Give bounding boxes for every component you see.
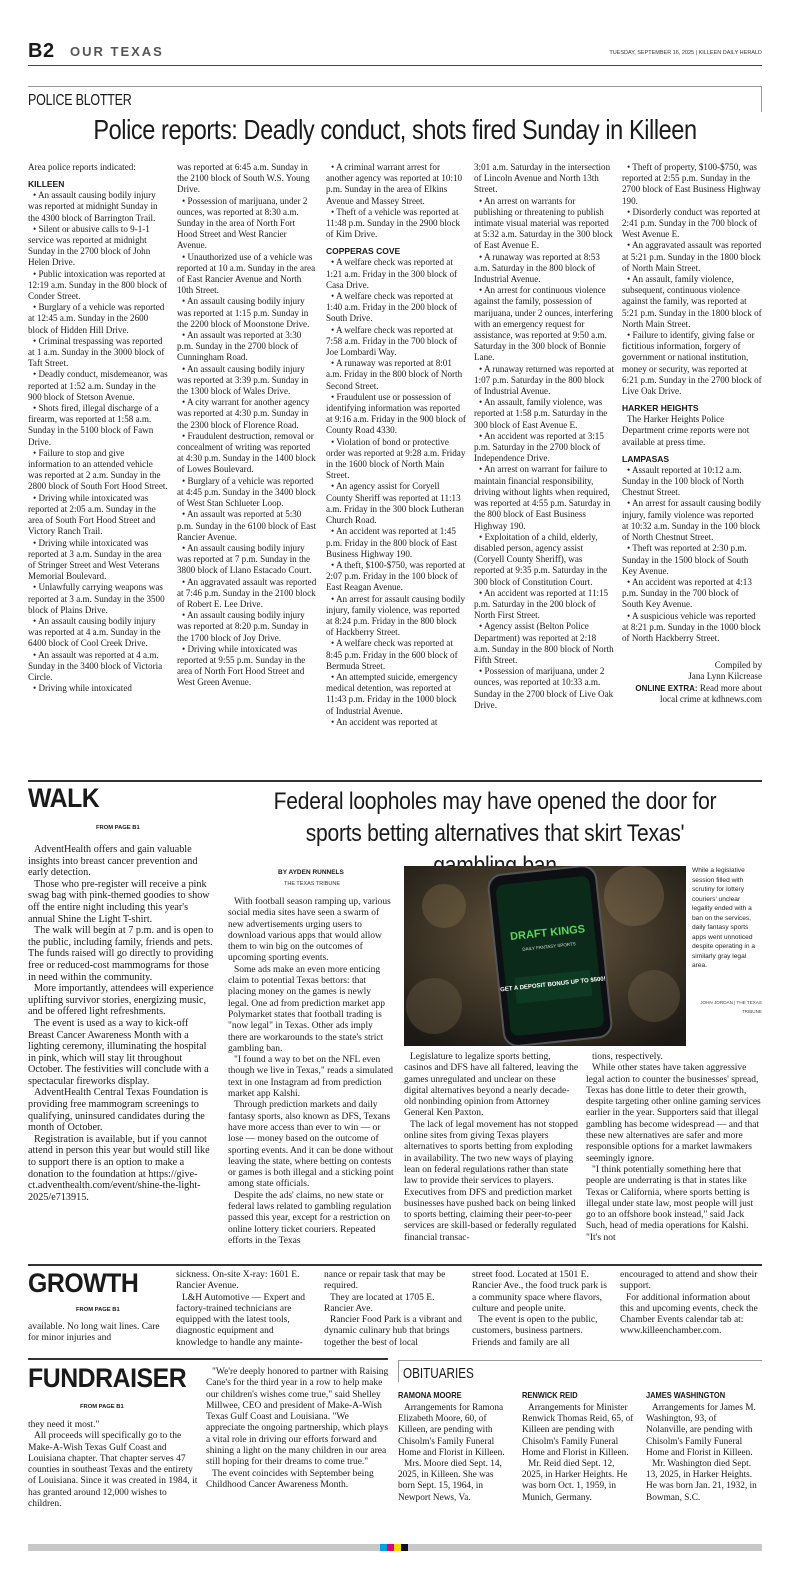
sports-column-1 [228, 897, 394, 1247]
dateline: TUESDAY, SEPTEMBER 16, 2025 | KILLEEN DAILY HERALD [609, 50, 762, 56]
walk-body [28, 844, 214, 1203]
police-report-item: • Theft of property, $100-$750, was reported at 2:55 p.m. Sunday in the 2700 block of East Business Highway 190. [622, 162, 761, 206]
police-report-item: • Exploitation of a child, elderly, disabled person, agency assist (Coryell County Sheriff), was reported at 9:35 p.m. Saturday in the 300 block of Constitution Court. [474, 531, 608, 587]
article-paragraph: L&H Automotive — Expert and factory-trained technicians are equipped with the latest tools, diagnostic equipment and knowledge to handle any mainte- [176, 1292, 305, 1348]
police-report-item: • Driving while intoxicated was reported at 2:05 a.m. Sunday in the area of South Fort Hood Street and Victory Ranch Trail. [28, 492, 156, 537]
police-report-item: • Failure to stop and give information to an attended vehicle was reported at 2 a.m. Sunday in the 2800 block of South Fort Hood Street. [28, 447, 168, 492]
police-report-item: • Public intoxication was reported at 12:19 a.m. Sunday in the 800 block of Conder Street. [28, 268, 168, 302]
police-report-item: • An assault causing bodily injury was reported at 8:20 p.m. Sunday in the 1700 block of Joy Drive. [177, 610, 309, 643]
police-report-item: • Driving while intoxicated [33, 683, 132, 694]
police-report-item: • An assault causing bodily injury was reported at midnight Sunday in the 4300 block of Barrington Trail. [28, 190, 158, 223]
police-report-item: • An assault causing bodily injury was reported at 1:15 p.m. Sunday in the 2200 block of Moonstone Drive. [177, 296, 310, 329]
photo-brand-text: DRAFT KINGS [509, 923, 586, 944]
article-paragraph: Some ads make an even more enticing claim to potential Texas bettors: that placing money on the games is newly legal. One ad from prediction market app Polymarket states that football trading is "now legal" in Texas. Other ads imply there are workarounds to the state's strict gambling ban. [228, 964, 385, 1054]
article-paragraph: AdventHealth Central Texas Foundation is providing free mammogram screenings to qualifying, uninsured candidates during the month of October. [28, 1087, 208, 1134]
police-report-item: • A runaway was reported at 8:01 a.m. Friday in the 800 block of North Second Street. [326, 358, 463, 391]
police-report-item: • Fraudulent use or possession of identifying information was reported at 9:16 a.m. Friday in the 900 block of County Road 4330. [326, 391, 466, 436]
article-paragraph: Mrs. Moore died Sept. 14, 2025, in Killeen. She was born Sept. 15, 1964, in Newport News, Va. [398, 1459, 502, 1503]
article-paragraph: The event is open to the public, customers, business partners. Friends and family are all [472, 1315, 598, 1348]
police-report-item: • Silent or abusive calls to 9-1-1 service was reported at midnight Sunday in the 2700 block of John Helen Drive. [28, 223, 151, 268]
police-report-item: • A runaway was reported at 8:53 a.m. Saturday in the 800 block of Industrial Avenue. [474, 251, 600, 285]
police-report-item: • An aggravated assault was reported at 7:46 p.m. Sunday in the 2100 block of Robert E. Lee Drive. [177, 576, 317, 609]
police-report-item: • A welfare check was reported at 1:21 a.m. Friday in the 300 block of Casa Drive. [326, 257, 458, 290]
police-report-item: • An accident was reported at 1:45 p.m. Friday in the 800 block of East Business Highway 190. [326, 526, 458, 559]
article-paragraph: street food. Located at 1501 E. Rancier Ave., the food truck park is a community space where flavors, culture and people unite. [472, 1270, 607, 1314]
blotter-kicker-box [28, 86, 762, 112]
police-report-item: • Failure to identify, giving false or fictitious information, forgery of government or national institution, money or security, was reported at 6:21 p.m. Sunday in the 2700 block of Live Oak Drive. [622, 330, 762, 397]
police-report-item: • Burglary of a vehicle was reported at 4:45 p.m. Sunday in the 3400 block of West Stan Schlueter Loop. [177, 475, 316, 509]
police-report-item: • A welfare check was reported at 1:40 a.m. Friday in the 200 block of South Drive. [326, 291, 458, 324]
article-paragraph: "We're deeply honored to partner with Raising Cane's for the third year in a row to help make our children's wishes come true," said Shelley Millwee, CEO and president of Make-A-Wish Texas Gulf Coast and Louisiana. "We appreciate the ongoing partnership, which plays a vital role in driving our efforts forward and shining a light on the many children in our area still hoping for their dreams to come true." [206, 1367, 389, 1468]
article-paragraph: The lack of legal movement has not stopped online sites from giving Texas players alternatives to sports betting from exploding in availability. The two new ways of playing lean on federal regulations rather than state law to provide their services to players. Executives from DFS and prediction market businesses have pushed back on being linked to sports betting, claiming their peer-to-peer services are skill-based or federally regulated financial transac- [404, 1119, 579, 1243]
blotter-column-1 [28, 162, 168, 694]
registration-mark-yellow [394, 1544, 401, 1551]
obituary-1 [398, 1390, 512, 1504]
sports-byline-org: THE TEXAS TRIBUNE [284, 881, 341, 887]
registration-mark-black [401, 1544, 408, 1551]
police-report-item: • An assault was reported at 3:30 p.m. Sunday in the 2700 block of Cunningham Road. [177, 330, 302, 363]
article-paragraph: sickness. On-site X-ray: 1601 E. Rancier Avenue. [176, 1270, 300, 1292]
growth-from-page: FROM PAGE B1 [76, 1307, 120, 1313]
blotter-column-3 [326, 162, 466, 728]
article-paragraph: Arrangements for Ramona Elizabeth Moore, 60, of Killeen, are pending with Chisolm's Family Funeral Home and Florist in Killeen. [398, 1403, 505, 1458]
police-report-item: • Assault reported at 10:12 a.m. Sunday in the 100 block of North Chestnut Street. [622, 464, 744, 498]
police-report-item: • An accident was reported at [331, 716, 438, 727]
city-subhead: LAMPASAS [622, 453, 670, 464]
city-subhead: KILLEEN [28, 179, 65, 190]
section-name: OUR TEXAS [70, 44, 164, 59]
photo-credit: JOHN JORDAN | THE TEXAS TRIBUNE [700, 1000, 762, 1014]
photo-caption: While a legislative session filled with scrutiny for lottery couriers' unclear legality ended with a ban on the services, daily fantasy sports apps went unnoticed despite operating in a similarly gray legal area. [692, 867, 756, 969]
page-number: B2 [28, 40, 55, 62]
sports-byline: BY AYDEN RUNNELS [278, 869, 344, 876]
police-report-item: • An arrest for assault causing bodily injury, family violence was reported at 10:32 a.m. Sunday in the 100 block of North Chestnut Street. [622, 498, 762, 543]
police-report-item: • Theft of a vehicle was reported at 11:48 p.m. Sunday in the 2900 block of Kim Drive. [326, 206, 461, 240]
walk-from-page: FROM PAGE B1 [96, 825, 140, 831]
credit-line-2: Jana Lynn Kilcrease [688, 671, 762, 682]
police-report-item: • An agency assist for Coryell County Sheriff was reported at 11:13 a.m. Friday in the 300 block Lutheran Church Road. [326, 481, 464, 526]
police-report-item: • An assault was reported at 4 a.m. Sunday in the 3400 block of Victoria Circle. [28, 649, 163, 682]
blotter-headline: Police reports: Deadly conduct, shots fired Sunday in Killeen [93, 114, 697, 145]
police-report-item: • Violation of bond or protective order was reported at 9:28 a.m. Friday in the 1600 block of North Main Street. [326, 436, 466, 481]
fundraiser-column-1 [28, 1420, 198, 1510]
police-report-item: • Burglary of a vehicle was reported at 12:45 a.m. Sunday in the 2600 block of Hidden Hill Drive. [28, 302, 165, 335]
fundraiser-divider [28, 1358, 388, 1360]
article-paragraph: Mr. Washington died Sept. 13, 2025, in Harker Heights. He was born Jan. 21, 1932, in Bowman, S.C. [646, 1459, 757, 1503]
fundraiser-head: FUNDRAISER [28, 1363, 187, 1393]
police-report-item: • A suspicious vehicle was reported at 8:21 p.m. Sunday in the 1000 block of North Hackberry Street. [622, 610, 761, 643]
article-paragraph: All proceeds will specifically go to the Make-A-Wish Texas Gulf Coast and Louisiana chapter. That chapter serves 47 counties in southeast Texas and the entirety of Louisiana. Since it was created in 1984, it has granted around 12,000 wishes to children. [28, 1431, 198, 1510]
online-extra-text[interactable]: Read more about local crime at kdhnews.com [659, 682, 762, 704]
article-paragraph: Arrangements for Minister Renwick Thomas Reid, 65, of Killeen are pending with Chisolm's Family Funeral Home and Florist in Killeen. [522, 1403, 634, 1458]
police-report-item: • Fraudulent destruction, removal or concealment of writing was reported at 4:30 p.m. Sunday in the 1400 block of Lowes Boulevard. [177, 430, 316, 475]
article-paragraph: Mr. Reid died Sept. 12, 2025, in Harker Heights. He was born Oct. 1, 1959, in Munich, Germany. [522, 1459, 628, 1503]
obituary-3 [646, 1390, 760, 1504]
police-report-item: • A runaway returned was reported at 1:07 p.m. Saturday in the 800 block of Industrial Avenue. [474, 363, 614, 397]
city-subhead: HARKER HEIGHTS [622, 403, 699, 414]
blotter-body [28, 162, 762, 770]
sports-column-3 [586, 1052, 762, 1244]
blotter-column-2 [177, 162, 317, 689]
police-report-item: • An accident was reported at 3:15 p.m. Saturday in the 2700 block of Independence Drive. [474, 430, 604, 464]
online-extra-label: ONLINE EXTRA: [635, 683, 698, 693]
growth-column-5 [620, 1270, 762, 1338]
police-report-item: • An accident was reported at 4:13 p.m. Sunday in the 700 block of South Key Avenue. [622, 576, 752, 610]
obituary-name: RENWICK REID [522, 1390, 578, 1400]
sports-photo [404, 866, 686, 1046]
article-paragraph: they need it most." [28, 1420, 100, 1430]
police-report-item: • An attempted suicide, emergency medical detention, was reported at 11:43 p.m. Friday in the 1000 block of Industrial Avenue. [326, 671, 458, 716]
police-report-item: • An assault causing bodily injury was reported at 4 a.m. Sunday in the 6400 block of Cool Creek Drive. [28, 615, 161, 649]
police-report-item: • An assault causing bodily injury was reported at 3:39 p.m. Sunday in the 1300 block of Wales Drive. [177, 363, 309, 397]
police-report-item: • Possession of marijuana, under 2 ounces, was reported at 10:33 a.m. Sunday in the 2700 block of Live Oak Drive. [474, 666, 614, 710]
obituaries-kicker: OBITUARIES [403, 1365, 474, 1382]
article-paragraph: Through prediction markets and daily fantasy sports, also known as DFS, Texans have more access than ever to win — or lose — money based on the outcome of sporting events. And it can be done without leaving the state, where betting on contests or games is both illegal and a sticking point among state officials. [228, 1100, 394, 1190]
blotter-column-4 [474, 162, 614, 711]
article-paragraph: The event coincides with September being Childhood Cancer Awareness Month. [206, 1468, 374, 1490]
blotter-kicker: POLICE BLOTTER [28, 92, 132, 109]
obituary-name: JAMES WASHINGTON [646, 1390, 726, 1400]
article-paragraph: The walk will begin at 7 p.m. and is open to the public, including family, friends and pets. The funds raised will go directly to providing free or reduced-cost mammograms for those in need within the community. [28, 925, 214, 983]
police-report-item: • A criminal warrant arrest for another agency was reported at 10:10 p.m. Sunday in the area of Elkins Avenue and Massey Street. [326, 162, 463, 206]
police-report-item: 3:01 a.m. Saturday in the intersection of Lincoln Avenue and North 13th Street. [474, 162, 611, 195]
fundraiser-column-2 [206, 1367, 390, 1491]
police-report-item: • A welfare check was reported at 7:58 a.m. Friday in the 700 block of Joe Lombardi Way. [326, 324, 458, 358]
police-report-item: • Driving while intoxicated was reported at 3 a.m. Sunday in the area of Stringer Street and West Veterans Memorial Boulevard. [28, 537, 162, 582]
credit-line-1: Compiled by [714, 660, 762, 671]
page-header [28, 38, 762, 66]
obituary-name: RAMONA MOORE [398, 1390, 462, 1400]
registration-mark-magenta [387, 1544, 394, 1551]
photo-promo-text: GET A DEPOSIT BONUS UP TO $500! [499, 976, 607, 994]
police-report-item: • Shots fired, illegal discharge of a firearm, was reported at 1:58 a.m. Sunday in the 5100 block of Fawn Drive. [28, 403, 159, 447]
growth-column-2 [176, 1270, 316, 1349]
police-report-item: • Unauthorized use of a vehicle was reported at 10 a.m. Sunday in the area of East Rancier Avenue and North 10th Street. [177, 251, 316, 296]
article-paragraph: available. No long wait lines. Care for minor injuries and [28, 1322, 160, 1344]
article-paragraph: tions, respectively. [592, 1052, 663, 1062]
police-report-item: • A welfare check was reported at 8:45 p.m. Friday in the 600 block of Bermuda Street. [326, 638, 458, 671]
blotter-intro: Area police reports indicated: [28, 162, 136, 172]
growth-column-4 [472, 1270, 612, 1349]
article-paragraph: Despite the ads' claims, no new state or federal laws related to gambling regulation passed this year, except for a restriction on online lottery ticket couriers. Repeated efforts in the Texas [228, 1190, 392, 1246]
police-report-item: • An arrest for continuous violence against the family, possession of marijuana, under 2 ounces, interfering with an emergency request for assistance, was reported at 9:50 a.m. Saturday in the 300 block of Bonnie Lane. [474, 285, 613, 363]
obituary-2 [522, 1390, 636, 1504]
fundraiser-from-page: FROM PAGE B1 [80, 1404, 124, 1410]
police-report-item: • An arrest on warrants for publishing or threatening to publish intimate visual material was reported at 5:32 a.m. Saturday in the 300 block of East Avenue E. [474, 195, 613, 251]
police-report-item: The Harker Heights Police Department crime reports were not available at press time. [622, 414, 750, 447]
blotter-credit [622, 660, 762, 705]
article-paragraph: More importantly, attendees will experience uplifting survivor stories, energizing music, and be offered light refreshments. [28, 983, 214, 1018]
article-paragraph: With football season ramping up, various social media sites have seen a swarm of new advertisements urging users to download various apps that would allow them to win big on the outcomes of upcoming sporting events. [228, 897, 391, 964]
article-paragraph: Legislature to legalize sports betting, casinos and DFS have all faltered, leaving the games unregulated and unclear on these digital alternatives beyond a nearly decade-old nonbinding opinion from Attorney General Ken Paxton. [404, 1052, 579, 1119]
article-paragraph: "I found a way to bet on the NFL even though we live in Texas," reads a simulated text in one Instagram ad from prediction market app Kalshi. [228, 1055, 394, 1100]
growth-column-1 [28, 1322, 168, 1345]
section-divider [28, 780, 762, 782]
police-report-item: • Theft was reported at 2:30 p.m. Sunday in the 1500 block of South Key Avenue. [622, 543, 749, 576]
police-report-item: • An accident was reported at 11:15 p.m. Saturday in the 200 block of North First Street. [474, 587, 609, 621]
police-report-item: • An aggravated assault was reported at 5:21 p.m. Sunday in the 1800 block of North Main Street. [622, 240, 762, 273]
article-paragraph: Registration is available, but if you cannot attend in person this year but would still like to support there is an option to make a donation to the foundation at https://give-ct.adventhealth.com/event/shine-the-light-2025/e713915. [28, 1133, 210, 1203]
police-report-item: • Deadly conduct, misdemeanor, was reported at 1:52 a.m. Sunday in the 900 block of Stetson Avenue. [28, 369, 168, 402]
growth-divider [28, 1264, 762, 1266]
article-paragraph: Those who pre-register will receive a pink swag bag with pink-themed goodies to show off the entire night including this year's annual Shine the Light T-shirt. [28, 878, 210, 925]
police-report-item: • Unlawfully carrying weapons was reported at 3 a.m. Sunday in the 3500 block of Plains Drive. [28, 582, 165, 615]
article-paragraph: For additional information about this and upcoming events, check the Chamber Events calendar tab at: www.killeenchamber.com. [620, 1292, 758, 1337]
city-subhead: COPPERAS COVE [326, 246, 401, 257]
article-paragraph: While other states have taken aggressive legal action to counter the businesses' spread, Texas has done little to deter their growth, despite targeting other online gaming services earlier in the year. Supporters said that illegal gambling has become widespread — and that these new alternatives are safer and more responsible options for a market lawmakers seemingly ignore. [586, 1063, 761, 1164]
photo-sub-text: DAILY FANTASY SPORTS [522, 941, 576, 952]
sports-headline: Federal loopholes may have opened the door for sports betting alternatives that skirt Texas' [273, 788, 717, 847]
growth-head: GROWTH [28, 1268, 139, 1298]
article-paragraph: The event is used as a way to kick-off Breast Cancer Awareness Month with a lighting ceremony, illuminating the hospital in pink, which will stay lit throughout October. The festivities will conclude with a spectacular fireworks display. [28, 1017, 209, 1087]
article-paragraph: "I think potentially something here that people are underrating is that in states like Texas or California, where sports betting is illegal under state law, most people will just go to an offshore book instead," said Jack Such, head of media operations for Kalshi. "It's not [586, 1164, 754, 1243]
article-paragraph: encouraged to attend and show their support. [620, 1270, 758, 1292]
phone-photo-illustration [404, 866, 686, 1046]
growth-column-3 [324, 1270, 464, 1349]
police-report-item: • An arrest for assault causing bodily injury, family violence, was reported at 8:24 p.m. Friday in the 800 block of Hackberry Street. [326, 593, 466, 638]
article-paragraph: AdventHealth offers and gain valuable insights into breast cancer prevention and early detection. [28, 844, 198, 879]
registration-mark-cyan [380, 1544, 387, 1551]
police-report-item: • A city warrant for another agency was reported at 4:30 p.m. Sunday in the 2300 block of Florence Road. [177, 397, 310, 430]
police-report-item: • A theft, $100-$750, was reported at 2:07 p.m. Friday in the 100 block of East Reagan Avenue. [326, 559, 466, 593]
article-paragraph: nance or repair task that may be required. [324, 1270, 446, 1292]
police-report-item: • Criminal trespassing was reported at 1 a.m. Sunday in the 3000 block of Taft Street. [28, 335, 165, 369]
walk-head: WALK [28, 783, 100, 813]
police-report-item: • Disorderly conduct was reported at 2:41 p.m. Sunday in the 700 block of West Avenue E. [622, 206, 761, 240]
police-report-item: • An assault, family violence, was reported at 1:58 p.m. Saturday in the 300 block of East Avenue E. [474, 397, 608, 430]
article-paragraph: They are located at 1705 E. Rancier Ave. [324, 1292, 435, 1314]
police-report-item: • Driving while intoxicated was reported at 9:55 p.m. Sunday in the area of North Fort Hood Street and West Green Avenue. [177, 643, 306, 688]
article-paragraph: Arrangements for James M. Washington, 93, of Nolanville, are pending with Chisolm's Family Funeral Home and Florist in Killeen. [646, 1403, 756, 1458]
sports-column-2 [404, 1052, 580, 1244]
police-report-item: • Possession of marijuana, under 2 ounces, was reported at 8:30 a.m. Sunday in the area of North Fort Hood Street and West Rancier Avenue. [177, 195, 308, 251]
police-report-item: • An assault, family violence, subsequent, continuous violence against the family, was reported at 5:21 p.m. Sunday in the 1800 block of North Main Street. [622, 274, 762, 329]
police-report-item: was reported at 6:45 a.m. Sunday in the 2100 block of South W.S. Young Drive. [177, 162, 310, 195]
police-report-item: • An arrest on warrant for failure to maintain financial responsibility, driving without lights when required, was reported at 4:55 p.m. Saturday in the 800 block of East Business Highway 190. [474, 464, 611, 531]
police-report-item: • Agency assist (Belton Police Department) was reported at 2:18 a.m. Sunday in the 800 block of North Fifth Street. [474, 621, 614, 665]
police-report-item: • An assault causing bodily injury was reported at 7 p.m. Sunday in the 3800 block of Llano Estacado Court. [177, 542, 312, 576]
obituaries-kicker-box [398, 1360, 762, 1382]
police-report-item: • An assault was reported at 5:30 p.m. Sunday in the 6100 block of East Rancier Avenue. [177, 509, 317, 542]
blotter-column-5 [622, 162, 762, 705]
article-paragraph: Rancier Food Park is a vibrant and dynamic culinary hub that brings together the best of local [324, 1315, 462, 1348]
